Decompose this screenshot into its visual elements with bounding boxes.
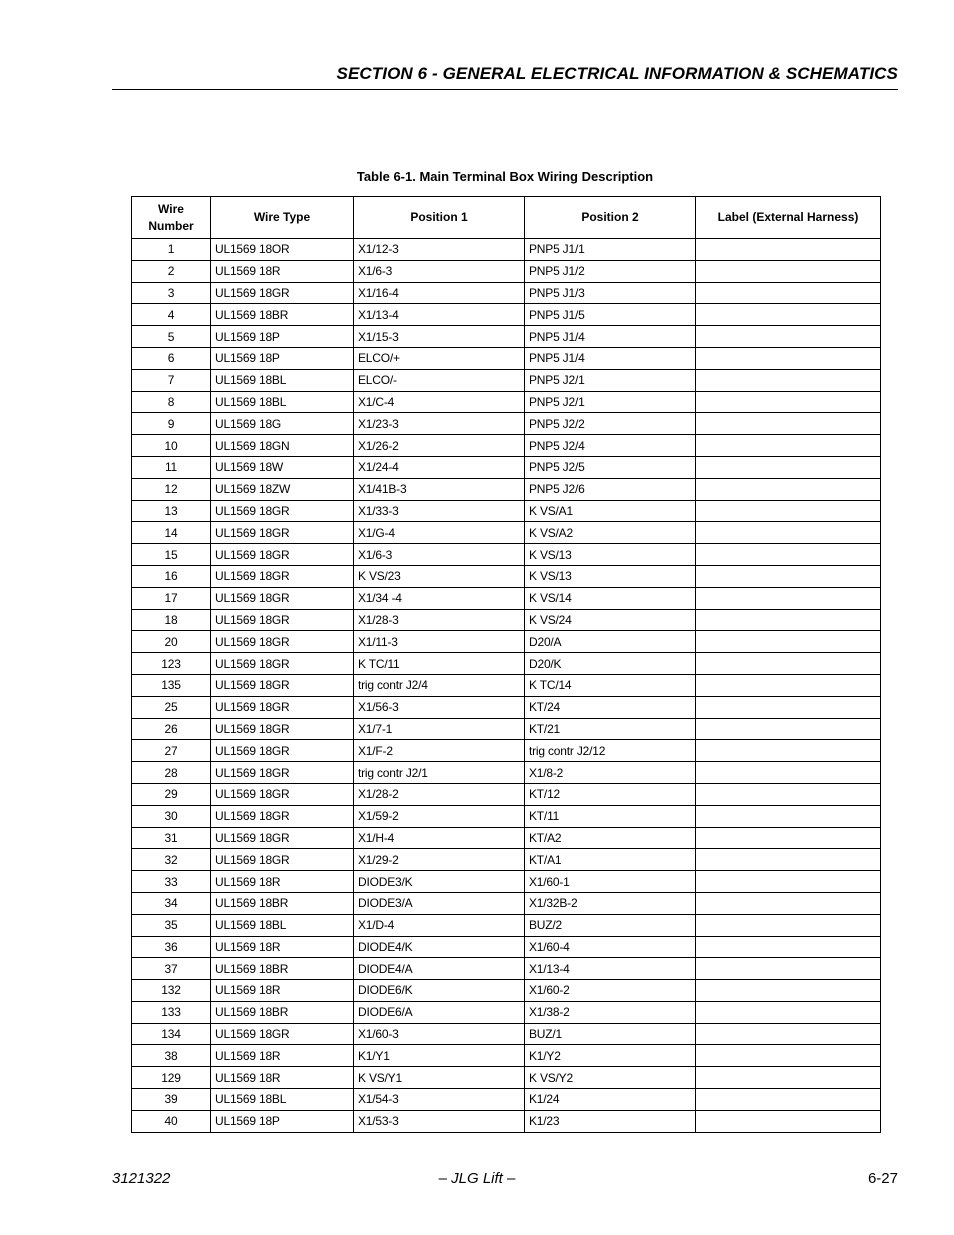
label-cell [696,1001,881,1023]
wire-type-cell: UL1569 18GR [211,740,354,762]
position-2-cell: X1/60-4 [525,936,696,958]
position-1-cell: X1/H-4 [354,827,525,849]
wire-number-cell: 37 [132,958,211,980]
position-2-cell: K TC/14 [525,674,696,696]
position-2-cell: PNP5 J2/1 [525,391,696,413]
table-row [132,805,881,827]
wire-number-cell: 8 [132,391,211,413]
label-cell [696,805,881,827]
label-cell [696,871,881,893]
position-2-cell: X1/13-4 [525,958,696,980]
position-1-cell: X1/56-3 [354,696,525,718]
position-2-cell: PNP5 J2/1 [525,369,696,391]
table-row [132,609,881,631]
position-2-cell: K VS/Y2 [525,1067,696,1089]
position-2-cell: PNP5 J1/4 [525,326,696,348]
wire-number-cell: 132 [132,980,211,1002]
label-cell [696,609,881,631]
label-cell [696,282,881,304]
table-row [132,326,881,348]
doc-number: 3121322 [112,1170,171,1187]
label-cell [696,892,881,914]
label-cell [696,1045,881,1067]
label-cell [696,522,881,544]
wire-type-cell: UL1569 18R [211,936,354,958]
label-cell [696,347,881,369]
wire-number-cell: 134 [132,1023,211,1045]
position-1-cell: X1/34 -4 [354,587,525,609]
label-cell [696,500,881,522]
position-2-cell: trig contr J2/12 [525,740,696,762]
wire-number-cell: 30 [132,805,211,827]
table-row [132,544,881,566]
label-cell [696,369,881,391]
label-cell [696,304,881,326]
table-row [132,762,881,784]
label-cell [696,653,881,675]
wire-type-cell: UL1569 18BR [211,958,354,980]
wire-type-cell: UL1569 18GR [211,631,354,653]
position-2-cell: K VS/A1 [525,500,696,522]
position-1-cell: K TC/11 [354,653,525,675]
wire-type-cell: UL1569 18GN [211,435,354,457]
label-cell [696,696,881,718]
wire-number-cell: 2 [132,260,211,282]
wire-type-cell: UL1569 18GR [211,827,354,849]
position-1-cell: DIODE3/K [354,871,525,893]
position-1-cell: K1/Y1 [354,1045,525,1067]
position-2-cell: KT/21 [525,718,696,740]
label-cell [696,260,881,282]
wire-type-cell: UL1569 18GR [211,783,354,805]
wire-type-cell: UL1569 18BL [211,369,354,391]
wire-type-cell: UL1569 18GR [211,849,354,871]
table-body [132,239,881,1133]
wire-type-cell: UL1569 18R [211,1045,354,1067]
wire-number-cell: 31 [132,827,211,849]
table-row [132,565,881,587]
wire-number-cell: 26 [132,718,211,740]
col-header-position-1: Position 1 [354,197,525,239]
wire-number-cell: 27 [132,740,211,762]
col-header-wire-number-label: Wire Number [148,201,194,233]
position-1-cell: X1/33-3 [354,500,525,522]
position-1-cell: X1/F-2 [354,740,525,762]
position-1-cell: X1/6-3 [354,260,525,282]
wire-number-cell: 133 [132,1001,211,1023]
position-2-cell: X1/32B-2 [525,892,696,914]
table-row [132,1001,881,1023]
table-row [132,936,881,958]
wire-type-cell: UL1569 18G [211,413,354,435]
position-1-cell: ELCO/+ [354,347,525,369]
wire-number-cell: 35 [132,914,211,936]
wire-type-cell: UL1569 18GR [211,587,354,609]
position-2-cell: K VS/13 [525,565,696,587]
position-1-cell: DIODE3/A [354,892,525,914]
label-cell [696,783,881,805]
label-cell [696,1110,881,1132]
wire-number-cell: 28 [132,762,211,784]
wire-type-cell: UL1569 18GR [211,282,354,304]
position-2-cell: X1/60-2 [525,980,696,1002]
wire-number-cell: 38 [132,1045,211,1067]
position-2-cell: PNP5 J2/4 [525,435,696,457]
label-cell [696,435,881,457]
position-2-cell: D20/A [525,631,696,653]
wire-number-cell: 129 [132,1067,211,1089]
position-2-cell: PNP5 J1/3 [525,282,696,304]
wire-number-cell: 135 [132,674,211,696]
position-2-cell: PNP5 J1/4 [525,347,696,369]
wire-type-cell: UL1569 18GR [211,696,354,718]
label-cell [696,391,881,413]
wire-number-cell: 5 [132,326,211,348]
position-1-cell: DIODE4/K [354,936,525,958]
position-1-cell: trig contr J2/1 [354,762,525,784]
position-2-cell: KT/12 [525,783,696,805]
label-cell [696,827,881,849]
position-1-cell: X1/16-4 [354,282,525,304]
label-cell [696,478,881,500]
position-1-cell: X1/28-3 [354,609,525,631]
position-1-cell: DIODE4/A [354,958,525,980]
position-1-cell: X1/G-4 [354,522,525,544]
table-row [132,587,881,609]
wire-type-cell: UL1569 18P [211,1110,354,1132]
position-2-cell: KT/11 [525,805,696,827]
col-header-position-2: Position 2 [525,197,696,239]
wire-type-cell: UL1569 18BL [211,391,354,413]
position-2-cell: K1/24 [525,1089,696,1111]
label-cell [696,544,881,566]
position-2-cell: PNP5 J2/2 [525,413,696,435]
wire-number-cell: 12 [132,478,211,500]
wire-type-cell: UL1569 18W [211,456,354,478]
position-1-cell: X1/53-3 [354,1110,525,1132]
wire-number-cell: 3 [132,282,211,304]
wire-number-cell: 34 [132,892,211,914]
table-row [132,980,881,1002]
wire-type-cell: UL1569 18ZW [211,478,354,500]
wire-number-cell: 17 [132,587,211,609]
label-cell [696,958,881,980]
header-divider [112,89,898,90]
wire-type-cell: UL1569 18GR [211,609,354,631]
wire-number-cell: 18 [132,609,211,631]
position-1-cell: X1/11-3 [354,631,525,653]
wire-number-cell: 1 [132,239,211,261]
position-2-cell: K1/Y2 [525,1045,696,1067]
wire-type-cell: UL1569 18BR [211,1001,354,1023]
position-2-cell: K VS/13 [525,544,696,566]
wire-number-cell: 20 [132,631,211,653]
position-2-cell: X1/60-1 [525,871,696,893]
table-row [132,849,881,871]
wire-number-cell: 25 [132,696,211,718]
label-cell [696,565,881,587]
wire-number-cell: 15 [132,544,211,566]
position-1-cell: X1/24-4 [354,456,525,478]
position-1-cell: X1/54-3 [354,1089,525,1111]
wire-type-cell: UL1569 18OR [211,239,354,261]
position-2-cell: KT/A2 [525,827,696,849]
wire-type-cell: UL1569 18GR [211,718,354,740]
position-1-cell: X1/26-2 [354,435,525,457]
label-cell [696,936,881,958]
position-2-cell: PNP5 J1/2 [525,260,696,282]
position-2-cell: K VS/14 [525,587,696,609]
table-row [132,783,881,805]
wire-number-cell: 7 [132,369,211,391]
wire-type-cell: UL1569 18R [211,260,354,282]
position-2-cell: KT/24 [525,696,696,718]
label-cell [696,413,881,435]
position-2-cell: KT/A1 [525,849,696,871]
table-row [132,347,881,369]
table-row [132,914,881,936]
wire-number-cell: 123 [132,653,211,675]
table-row [132,1045,881,1067]
label-cell [696,587,881,609]
label-cell [696,239,881,261]
label-cell [696,718,881,740]
label-cell [696,849,881,871]
table-header [132,197,881,239]
position-2-cell: K1/23 [525,1110,696,1132]
position-1-cell: X1/59-2 [354,805,525,827]
wire-type-cell: UL1569 18GR [211,544,354,566]
position-1-cell: X1/15-3 [354,326,525,348]
label-cell [696,456,881,478]
wire-number-cell: 14 [132,522,211,544]
position-1-cell: K VS/23 [354,565,525,587]
label-cell [696,1067,881,1089]
position-1-cell: X1/D-4 [354,914,525,936]
table-row [132,435,881,457]
wire-type-cell: UL1569 18BL [211,1089,354,1111]
position-1-cell: X1/60-3 [354,1023,525,1045]
wire-number-cell: 36 [132,936,211,958]
position-1-cell: X1/13-4 [354,304,525,326]
position-2-cell: X1/8-2 [525,762,696,784]
table-row [132,653,881,675]
label-cell [696,980,881,1002]
label-cell [696,1089,881,1111]
table-row [132,958,881,980]
table-row [132,282,881,304]
position-1-cell: X1/7-1 [354,718,525,740]
wire-type-cell: UL1569 18GR [211,674,354,696]
table-row [132,696,881,718]
label-cell [696,631,881,653]
table-row [132,478,881,500]
position-1-cell: trig contr J2/4 [354,674,525,696]
position-2-cell: X1/38-2 [525,1001,696,1023]
position-1-cell: X1/28-2 [354,783,525,805]
table-row [132,871,881,893]
wire-type-cell: UL1569 18GR [211,565,354,587]
section-title: SECTION 6 - GENERAL ELECTRICAL INFORMATION & SCHEMATICS [336,64,898,83]
position-2-cell: K VS/A2 [525,522,696,544]
label-cell [696,1023,881,1045]
position-2-cell: PNP5 J1/1 [525,239,696,261]
table-row [132,674,881,696]
wire-type-cell: UL1569 18GR [211,522,354,544]
label-cell [696,674,881,696]
position-2-cell: BUZ/1 [525,1023,696,1045]
position-1-cell: X1/23-3 [354,413,525,435]
label-cell [696,740,881,762]
wire-number-cell: 16 [132,565,211,587]
position-2-cell: PNP5 J2/6 [525,478,696,500]
wire-number-cell: 33 [132,871,211,893]
wire-type-cell: UL1569 18R [211,871,354,893]
footer-brand: – JLG Lift – [438,1170,516,1187]
table-row [132,718,881,740]
label-cell [696,326,881,348]
table-row [132,892,881,914]
table-row [132,522,881,544]
wire-number-cell: 29 [132,783,211,805]
wire-number-cell: 6 [132,347,211,369]
page-number: 6-27 [867,1170,898,1187]
wire-number-cell: 11 [132,456,211,478]
position-1-cell: X1/6-3 [354,544,525,566]
wiring-table [131,196,881,1133]
table-row [132,500,881,522]
wire-type-cell: UL1569 18GR [211,805,354,827]
table-row [132,369,881,391]
table-row [132,304,881,326]
table-row [132,1089,881,1111]
position-2-cell: D20/K [525,653,696,675]
col-header-label: Label (External Harness) [696,197,881,239]
wire-type-cell: UL1569 18GR [211,1023,354,1045]
position-2-cell: PNP5 J2/5 [525,456,696,478]
table-caption: Table 6-1. Main Terminal Box Wiring Description [356,169,654,184]
wire-type-cell: UL1569 18P [211,347,354,369]
wire-type-cell: UL1569 18BR [211,892,354,914]
position-2-cell: PNP5 J1/5 [525,304,696,326]
position-1-cell: X1/29-2 [354,849,525,871]
wire-number-cell: 4 [132,304,211,326]
position-1-cell: ELCO/- [354,369,525,391]
position-1-cell: DIODE6/K [354,980,525,1002]
table-row [132,740,881,762]
table-row [132,631,881,653]
wire-type-cell: UL1569 18P [211,326,354,348]
table-row [132,1110,881,1132]
wire-type-cell: UL1569 18GR [211,762,354,784]
position-1-cell: DIODE6/A [354,1001,525,1023]
table-row [132,413,881,435]
wire-type-cell: UL1569 18R [211,980,354,1002]
table-row [132,391,881,413]
table-row [132,827,881,849]
wire-type-cell: UL1569 18BR [211,304,354,326]
wire-number-cell: 40 [132,1110,211,1132]
wire-number-cell: 39 [132,1089,211,1111]
position-1-cell: X1/C-4 [354,391,525,413]
position-1-cell: K VS/Y1 [354,1067,525,1089]
label-cell [696,914,881,936]
wire-type-cell: UL1569 18GR [211,653,354,675]
position-2-cell: BUZ/2 [525,914,696,936]
wire-type-cell: UL1569 18BL [211,914,354,936]
wire-type-cell: UL1569 18R [211,1067,354,1089]
col-header-wire-type: Wire Type [211,197,354,239]
table-row [132,1023,881,1045]
table-row [132,239,881,261]
wire-number-cell: 10 [132,435,211,457]
wire-number-cell: 9 [132,413,211,435]
wire-number-cell: 13 [132,500,211,522]
wire-number-cell: 32 [132,849,211,871]
position-2-cell: K VS/24 [525,609,696,631]
position-1-cell: X1/12-3 [354,239,525,261]
table-row [132,1067,881,1089]
position-1-cell: X1/41B-3 [354,478,525,500]
table-row [132,260,881,282]
table-row [132,456,881,478]
col-header-wire-number [132,197,211,239]
wire-type-cell: UL1569 18GR [211,500,354,522]
label-cell [696,762,881,784]
